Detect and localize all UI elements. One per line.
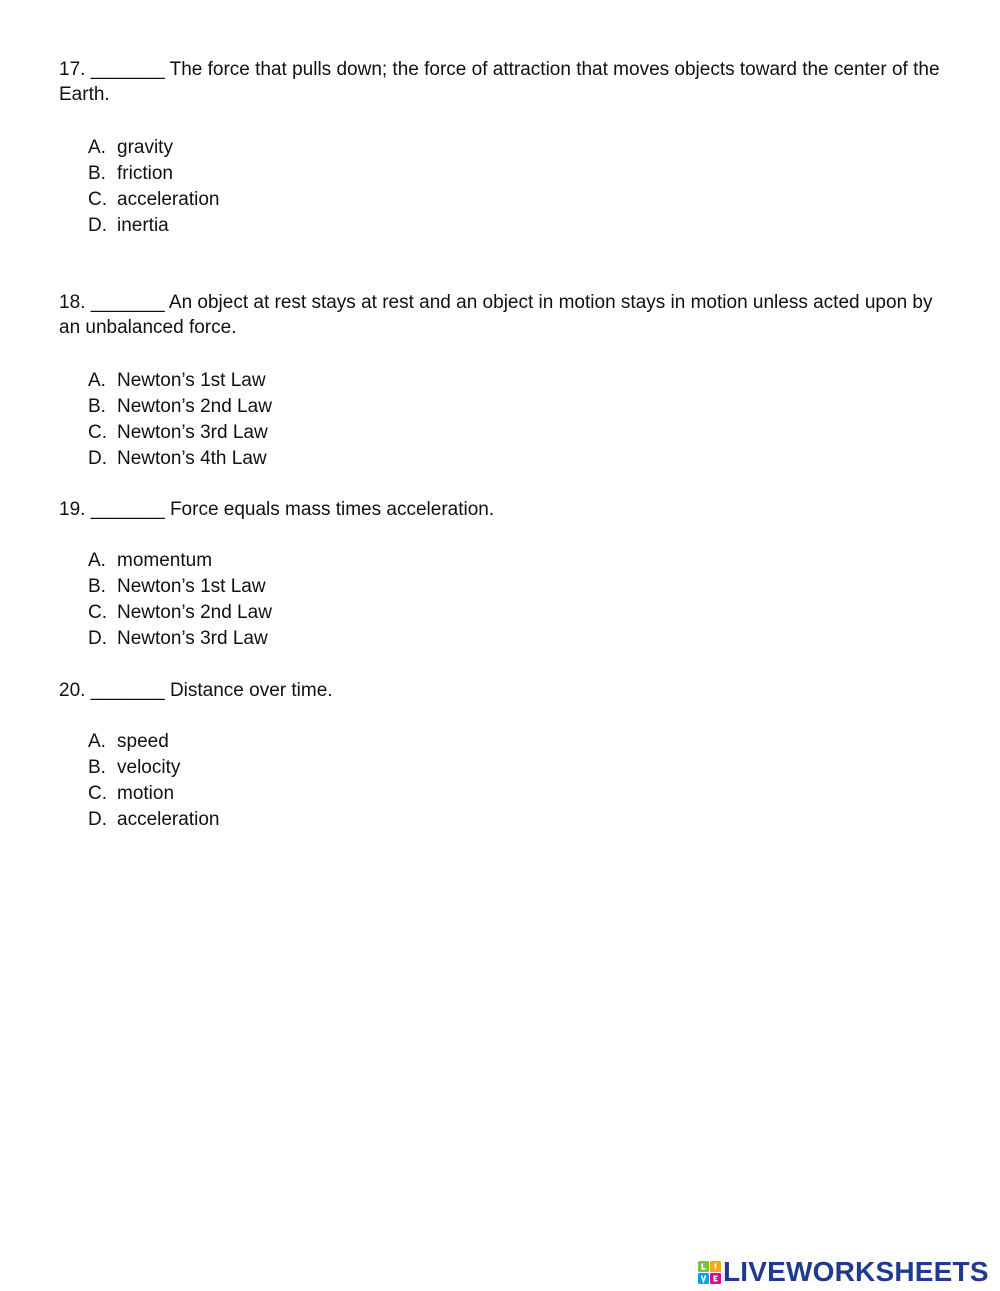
option-letter: D. (88, 447, 107, 469)
option-letter: A. (88, 550, 106, 571)
option-item[interactable] (88, 729, 219, 755)
option-label: Newton’s 2nd Law (117, 395, 272, 417)
question-text: 17. _______ The force that pulls down; the force of attraction that moves objects toward the center of the Earth. (59, 59, 940, 105)
option-letter: B. (88, 395, 106, 417)
option-list (88, 548, 272, 652)
brand-name: LIVEWORKSHEETS (723, 1256, 989, 1287)
option-label: friction (117, 162, 173, 184)
option-label: Newton’s 4th Law (117, 447, 267, 469)
option-item[interactable] (88, 626, 272, 652)
option-label: Newton’s 1st Law (117, 575, 266, 597)
option-list (88, 729, 219, 833)
question-text: 19. _______ Force equals mass times acceleration. (59, 499, 495, 520)
option-item[interactable] (88, 420, 272, 446)
logo-square-green (698, 1261, 709, 1272)
option-item[interactable] (88, 368, 272, 394)
option-letter: B. (88, 575, 106, 597)
question-text: 20. _______ Distance over time. (59, 680, 333, 701)
option-letter: A. (88, 137, 106, 158)
question-18 (59, 290, 944, 469)
option-item[interactable] (88, 213, 219, 239)
liveworksheets-brand[interactable] (698, 1256, 989, 1288)
option-letter: C. (88, 782, 107, 804)
option-item[interactable] (88, 600, 272, 626)
question-text: 18. _______ An object at rest stays at rest and an object in motion stays in motion unless acted upon by an unbalanced force. (59, 292, 933, 338)
option-item[interactable] (88, 135, 219, 161)
option-letter: A. (88, 731, 106, 752)
question-19 (59, 497, 944, 649)
option-label: gravity (117, 137, 173, 158)
option-letter: B. (88, 162, 106, 184)
option-letter: A. (88, 370, 106, 391)
option-letter: C. (88, 188, 107, 210)
option-label: motion (117, 782, 175, 804)
option-item[interactable] (88, 755, 219, 781)
option-label: speed (117, 731, 169, 752)
option-item[interactable] (88, 548, 272, 574)
option-letter: D. (88, 214, 107, 236)
liveworksheets-logo-icon (698, 1261, 721, 1284)
question-20 (59, 678, 944, 830)
option-letter: C. (88, 421, 107, 443)
option-item[interactable] (88, 781, 219, 807)
option-letter: D. (88, 627, 107, 649)
option-item[interactable] (88, 161, 219, 187)
option-label: Newton’s 1st Law (117, 370, 266, 391)
option-list (88, 368, 272, 472)
option-label: velocity (117, 756, 181, 778)
option-item[interactable] (88, 574, 272, 600)
option-item[interactable] (88, 394, 272, 420)
option-label: inertia (117, 214, 169, 236)
option-label: acceleration (117, 808, 220, 830)
option-label: momentum (117, 550, 213, 571)
option-label: Newton’s 3rd Law (117, 627, 268, 649)
option-label: Newton’s 3rd Law (117, 421, 268, 443)
option-letter: D. (88, 808, 107, 830)
option-letter: C. (88, 601, 107, 623)
option-item[interactable] (88, 446, 272, 472)
option-label: Newton’s 2nd Law (117, 601, 272, 623)
option-item[interactable] (88, 187, 219, 213)
option-item[interactable] (88, 807, 219, 833)
option-letter: B. (88, 756, 106, 778)
option-list (88, 135, 219, 239)
option-label: acceleration (117, 188, 220, 210)
question-17 (59, 57, 944, 236)
